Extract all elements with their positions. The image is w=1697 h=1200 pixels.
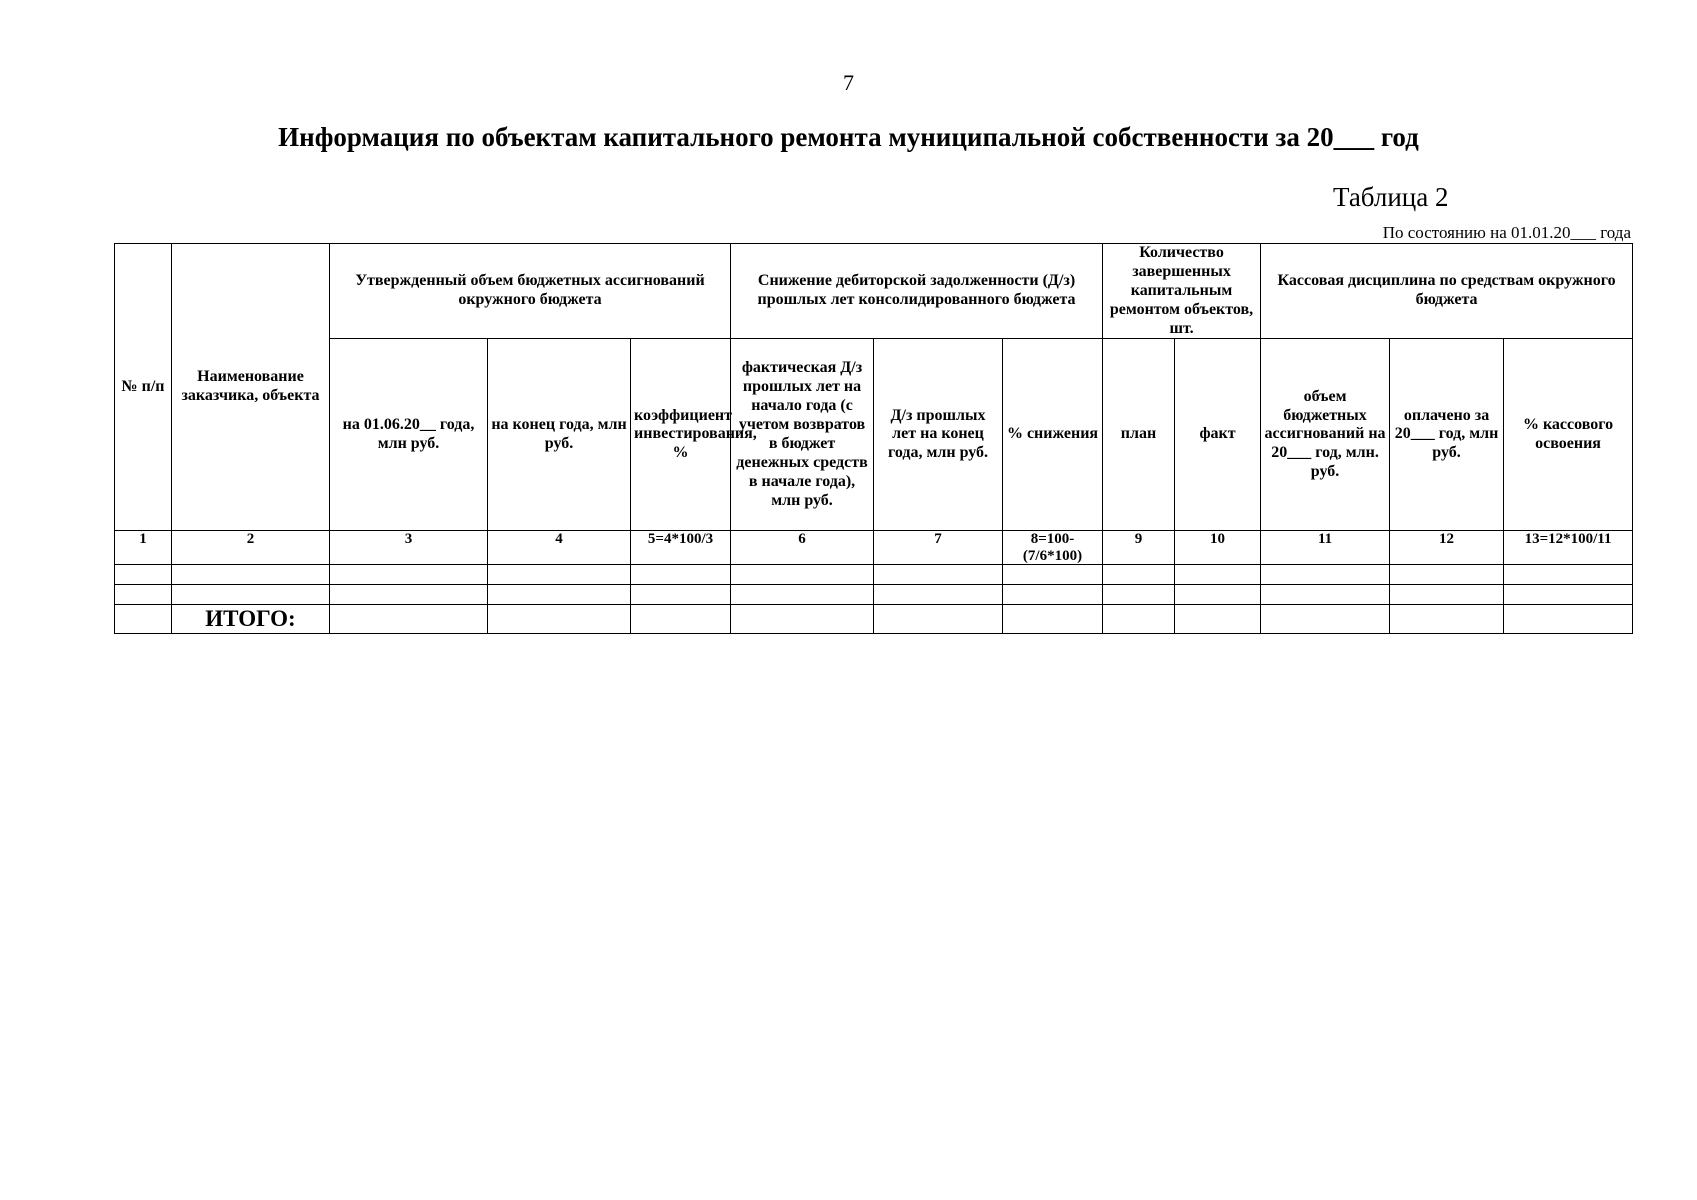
empty-cell <box>1390 585 1504 605</box>
empty-cell <box>874 585 1003 605</box>
empty-cell <box>731 565 874 585</box>
subheader-c11: объем бюджетных ассигнований на 20___ год, млн. руб. <box>1261 339 1390 531</box>
header-num: № п/п <box>115 244 172 531</box>
column-number: 4 <box>488 531 631 565</box>
column-number: 11 <box>1261 531 1390 565</box>
empty-cell <box>1103 565 1175 585</box>
empty-cell <box>1175 605 1261 633</box>
column-number: 10 <box>1175 531 1261 565</box>
document-title: Информация по объектам капитального ремонта муниципальной собственности за 20___ год <box>278 122 1419 152</box>
subheader-c7: Д/з прошлых лет на конец года, млн руб. <box>874 339 1003 531</box>
column-number: 5=4*100/3 <box>631 531 731 565</box>
subheader-c5: коэффициент инвестирования, % <box>631 339 731 531</box>
empty-cell <box>330 585 488 605</box>
column-number: 2 <box>172 531 330 565</box>
empty-cell <box>1504 585 1633 605</box>
empty-cell <box>874 605 1003 633</box>
column-number: 13=12*100/11 <box>1504 531 1633 565</box>
header-cash: Кассовая дисциплина по средствам окружного бюджета <box>1261 244 1633 339</box>
empty-cell <box>731 585 874 605</box>
empty-cell <box>631 565 731 585</box>
column-number: 3 <box>330 531 488 565</box>
empty-cell <box>1261 565 1390 585</box>
report-table <box>114 243 1633 634</box>
empty-cell <box>1504 605 1633 633</box>
empty-row <box>115 565 1633 585</box>
table-subheader-row <box>115 339 1633 531</box>
empty-cell <box>1103 585 1175 605</box>
table-header-row <box>115 244 1633 339</box>
empty-cell <box>488 565 631 585</box>
empty-cell <box>1175 585 1261 605</box>
empty-cell <box>631 605 731 633</box>
subheader-c4: на конец года, млн руб. <box>488 339 631 531</box>
as-of-date: По состоянию на 01.01.20___ года <box>1382 223 1631 242</box>
subheader-c3: на 01.06.20__ года, млн руб. <box>330 339 488 531</box>
column-number: 7 <box>874 531 1003 565</box>
header-count: Количество завершенных капитальным ремонтом объектов, шт. <box>1103 244 1261 339</box>
empty-cell <box>874 565 1003 585</box>
column-number: 12 <box>1390 531 1504 565</box>
subheader-c9: план <box>1103 339 1175 531</box>
empty-cell <box>330 565 488 585</box>
empty-cell <box>488 585 631 605</box>
empty-cell <box>1003 565 1103 585</box>
header-debt: Снижение дебиторской задолженности (Д/з) прошлых лет консолидированного бюджета <box>731 244 1103 339</box>
column-number: 6 <box>731 531 874 565</box>
empty-row <box>115 585 1633 605</box>
total-row <box>115 605 1633 633</box>
empty-cell <box>115 565 172 585</box>
subheader-c12: оплачено за 20___ год, млн руб. <box>1390 339 1504 531</box>
subheader-c8: % снижения <box>1003 339 1103 531</box>
table-label: Таблица 2 <box>1333 182 1449 212</box>
empty-cell <box>1390 565 1504 585</box>
empty-cell <box>1390 605 1504 633</box>
column-numbers-row <box>115 531 1633 565</box>
empty-cell <box>1261 585 1390 605</box>
empty-cell <box>115 585 172 605</box>
empty-cell <box>631 585 731 605</box>
page-number: 7 <box>843 70 854 95</box>
empty-cell <box>731 605 874 633</box>
empty-cell <box>1103 605 1175 633</box>
empty-cell <box>1175 565 1261 585</box>
empty-cell <box>172 585 330 605</box>
empty-cell <box>1003 605 1103 633</box>
empty-cell <box>172 565 330 585</box>
empty-cell <box>1261 605 1390 633</box>
column-number: 8=100-(7/6*100) <box>1003 531 1103 565</box>
empty-cell <box>1003 585 1103 605</box>
empty-cell <box>115 605 172 633</box>
subheader-c13: % кассового освоения <box>1504 339 1633 531</box>
empty-cell <box>330 605 488 633</box>
total-label: ИТОГО: <box>172 605 330 633</box>
header-name: Наименование заказчика, объекта <box>172 244 330 531</box>
subheader-c10: факт <box>1175 339 1261 531</box>
column-number: 9 <box>1103 531 1175 565</box>
header-budget: Утвержденный объем бюджетных ассигнований окружного бюджета <box>330 244 731 339</box>
empty-cell <box>1504 565 1633 585</box>
column-number: 1 <box>115 531 172 565</box>
subheader-c6: фактическая Д/з прошлых лет на начало года (с учетом возвратов в бюджет денежных средств в начале года), млн руб. <box>731 339 874 531</box>
empty-cell <box>488 605 631 633</box>
